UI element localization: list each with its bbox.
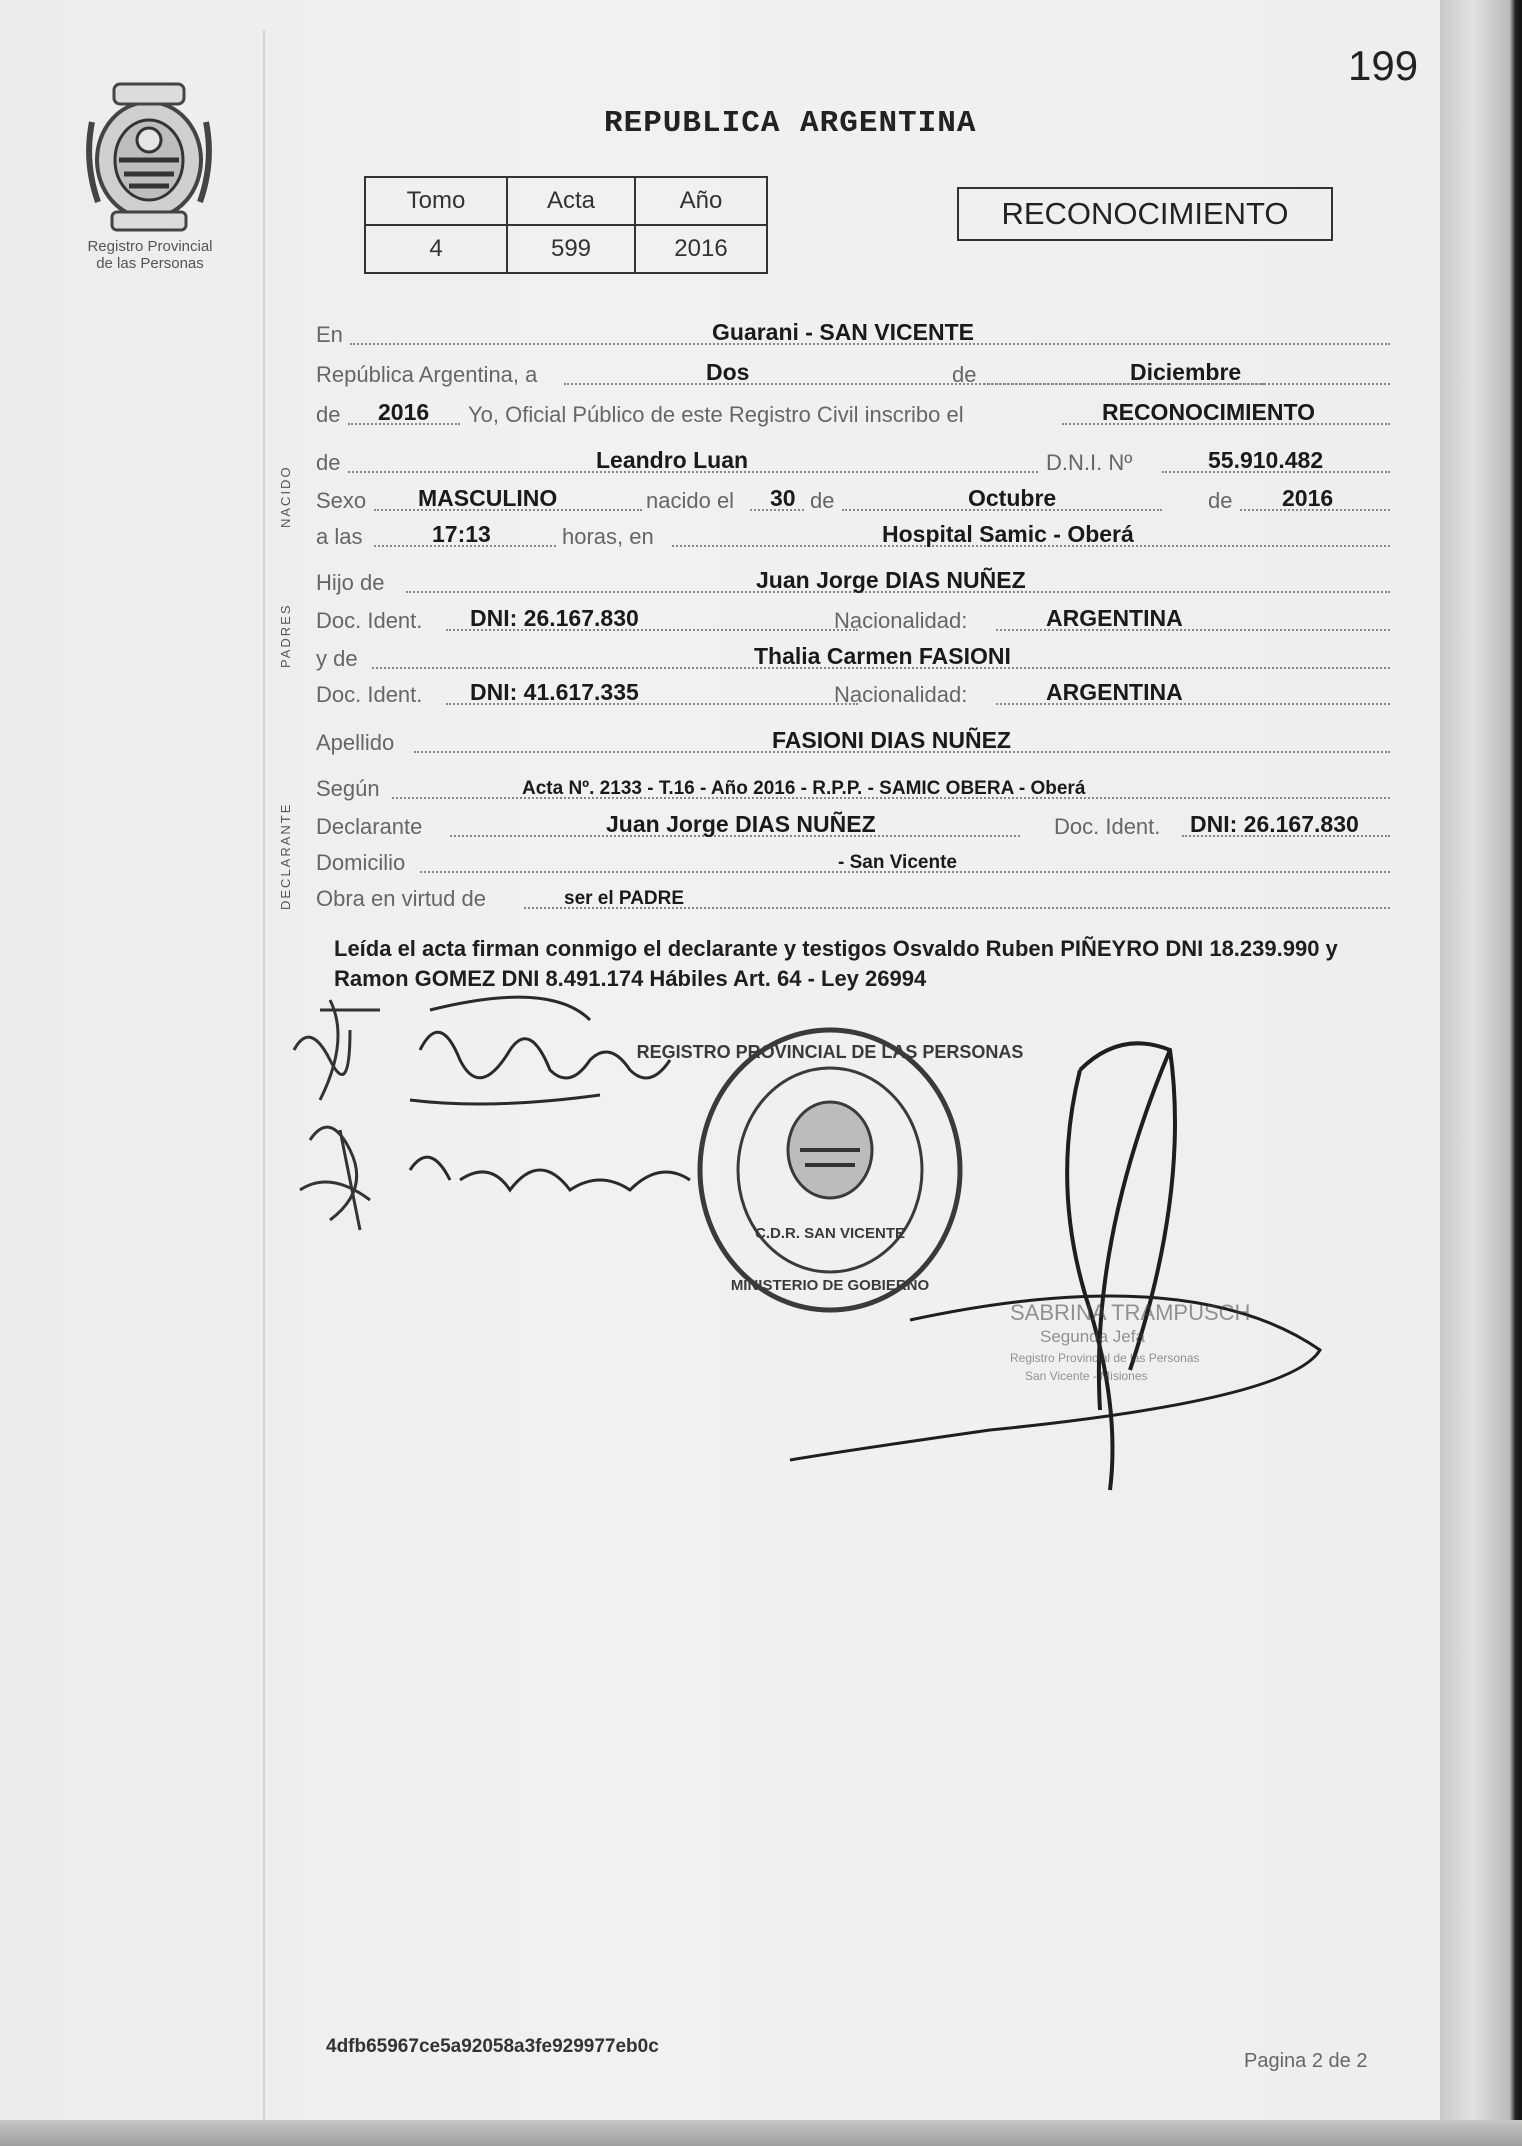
- page-footer: Pagina 2 de 2: [1244, 2050, 1368, 2072]
- surname-value: FASIONI DIAS NUÑEZ: [772, 727, 1011, 753]
- father-name-value: Juan Jorge DIAS NUÑEZ: [756, 567, 1026, 593]
- signatures-and-seal: [290, 990, 1350, 1510]
- declarant-name-value: Juan Jorge DIAS NUÑEZ: [606, 811, 876, 837]
- mother-doc-value: DNI: 41.617.335: [470, 679, 639, 705]
- province-crest-icon: [84, 82, 214, 232]
- child-name-value: Leandro Luan: [596, 447, 749, 473]
- svg-text:Segunda Jefa: Segunda Jefa: [1040, 1327, 1145, 1346]
- document-hash: 4dfb65967ce5a92058a3fe929977eb0c: [326, 2036, 659, 2057]
- mother-name-value: Thalia Carmen FASIONI: [754, 643, 1011, 669]
- child-dni-value: 55.910.482: [1208, 447, 1324, 473]
- row-capacity: Obra en virtud de ser el PADRE: [316, 882, 1390, 916]
- acta-value: 599: [507, 225, 635, 273]
- tomo-value: 4: [365, 225, 507, 273]
- binder-edge: [1440, 0, 1522, 2146]
- svg-text:San Vicente - Misiones: San Vicente - Misiones: [1025, 1369, 1148, 1383]
- row-father-doc: Doc. Ident. DNI: 26.167.830 Nacionalidad: ARGENTINA: [316, 604, 1390, 638]
- act-type-value: RECONOCIMIENTO: [1102, 399, 1315, 425]
- document-type-box: RECONOCIMIENTO: [957, 187, 1333, 241]
- row-segun: Según Acta Nº. 2133 - T.16 - Año 2016 - R.P.P. - SAMIC OBERA - Oberá: [316, 772, 1390, 806]
- page-bottom-edge: [0, 2120, 1522, 2146]
- registry-seal-icon: [637, 1030, 1024, 1310]
- segun-value: Acta Nº. 2133 - T.16 - Año 2016 - R.P.P. - SAMIC OBERA - Oberá: [522, 778, 1086, 799]
- book-reference-table: [364, 176, 768, 274]
- father-nationality-value: ARGENTINA: [1046, 605, 1183, 631]
- signature-declarant: [410, 997, 670, 1104]
- row-time-place: a las 17:13 horas, en Hospital Samic - Oberá: [316, 520, 1390, 554]
- svg-text:Registro Provincial de las Per: Registro Provincial de las Personas: [1010, 1351, 1200, 1365]
- side-label-nacido: NACIDO: [278, 465, 293, 528]
- side-label-padres: PADRES: [278, 603, 293, 668]
- row-place: En Guarani - SAN VICENTE: [316, 318, 1390, 352]
- month-value: Diciembre: [1130, 359, 1242, 385]
- table-header: Año: [635, 177, 767, 225]
- year-value: 2016: [635, 225, 767, 273]
- margin-line: [263, 30, 265, 2140]
- page-number: 199: [1348, 42, 1419, 89]
- row-name: de Leandro Luan D.N.I. Nº 55.910.482: [316, 446, 1390, 480]
- birth-time-value: 17:13: [432, 521, 491, 547]
- row-year: de 2016 Yo, Oficial Público de este Registro Civil inscribo el RECONOCIMIENTO: [316, 398, 1390, 432]
- row-mother: y de Thalia Carmen FASIONI: [316, 642, 1390, 676]
- signature-witness-1: [294, 1000, 380, 1100]
- side-label-declarante: DECLARANTE: [278, 802, 293, 910]
- svg-text:SABRINA TRAMPUSCH: SABRINA TRAMPUSCH: [1010, 1300, 1251, 1325]
- row-declarant: Declarante Juan Jorge DIAS NUÑEZ Doc. Ident. DNI: 26.167.830: [316, 810, 1390, 844]
- mother-nationality-value: ARGENTINA: [1046, 679, 1183, 705]
- declarant-doc-value: DNI: 26.167.830: [1190, 811, 1359, 837]
- seal-bottom-text: MINISTERIO DE GOBIERNO: [730, 1277, 930, 1294]
- seal-outer-text: REGISTRO PROVINCIAL DE LAS PERSONAS: [636, 1042, 1024, 1062]
- document-title: REPUBLICA ARGENTINA: [604, 106, 977, 141]
- father-doc-value: DNI: 26.167.830: [470, 605, 639, 631]
- row-surname: Apellido FASIONI DIAS NUÑEZ: [316, 726, 1390, 760]
- signature-officer: [1067, 1043, 1175, 1490]
- birth-month-value: Octubre: [968, 485, 1057, 511]
- row-mother-doc: Doc. Ident. DNI: 41.617.335 Nacionalidad: ARGENTINA: [316, 678, 1390, 712]
- crest-caption: Registro Provincial de las Personas: [87, 238, 213, 272]
- row-date: República Argentina, a Dos de Diciembre: [316, 358, 1390, 392]
- row-father: Hijo de Juan Jorge DIAS NUÑEZ: [316, 566, 1390, 600]
- capacity-value: ser el PADRE: [564, 888, 685, 909]
- seal-inner-text: C.D.R. SAN VICENTE: [754, 1225, 906, 1242]
- birth-place-value: Hospital Samic - Oberá: [882, 521, 1134, 547]
- day-value: Dos: [706, 359, 750, 385]
- birth-year-value: 2016: [1282, 485, 1334, 511]
- signature-witness-2: [300, 1127, 370, 1230]
- row-birth: Sexo MASCULINO nacido el 30 de Octubre de 2016: [316, 484, 1390, 518]
- sex-value: MASCULINO: [418, 485, 558, 511]
- signature-witness-3: [410, 1157, 690, 1190]
- table-header: Acta: [507, 177, 635, 225]
- year-value: 2016: [378, 399, 430, 425]
- birth-day-value: 30: [770, 485, 796, 511]
- officer-stamp: [1010, 1300, 1250, 1383]
- table-header: Tomo: [365, 177, 507, 225]
- closing-statement: Leída el acta firman conmigo el declarante y testigos Osvaldo Ruben PIÑEYRO DNI 18.239.990 y Ramon GOMEZ DNI 8.491.174 Hábiles Art. 64 - Ley 26994: [334, 936, 1338, 991]
- place-value: Guarani - SAN VICENTE: [712, 319, 974, 345]
- domicile-value: - San Vicente: [838, 852, 957, 873]
- row-domicile: Domicilio - San Vicente: [316, 846, 1390, 880]
